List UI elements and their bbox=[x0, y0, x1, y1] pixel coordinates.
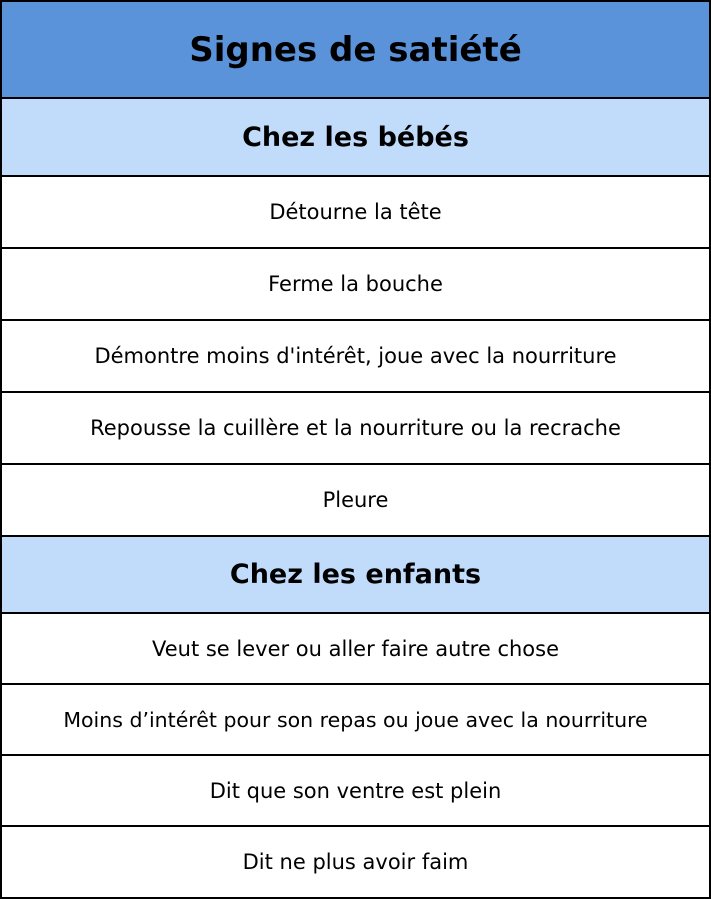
section-heading-children: Chez les enfants bbox=[2, 537, 709, 614]
table-row: Démontre moins d'intérêt, joue avec la nourriture bbox=[2, 321, 709, 393]
table-row: Dit ne plus avoir faim bbox=[2, 827, 709, 897]
table-row: Pleure bbox=[2, 465, 709, 537]
table-title: Signes de satiété bbox=[2, 2, 709, 99]
section-heading-babies: Chez les bébés bbox=[2, 99, 709, 177]
table-row: Détourne la tête bbox=[2, 177, 709, 249]
table-row: Veut se lever ou aller faire autre chose bbox=[2, 614, 709, 685]
table-row: Ferme la bouche bbox=[2, 249, 709, 321]
table-row: Moins d’intérêt pour son repas ou joue avec la nourriture bbox=[2, 685, 709, 756]
table-row: Repousse la cuillère et la nourriture ou la recrache bbox=[2, 393, 709, 465]
table-row: Dit que son ventre est plein bbox=[2, 756, 709, 827]
